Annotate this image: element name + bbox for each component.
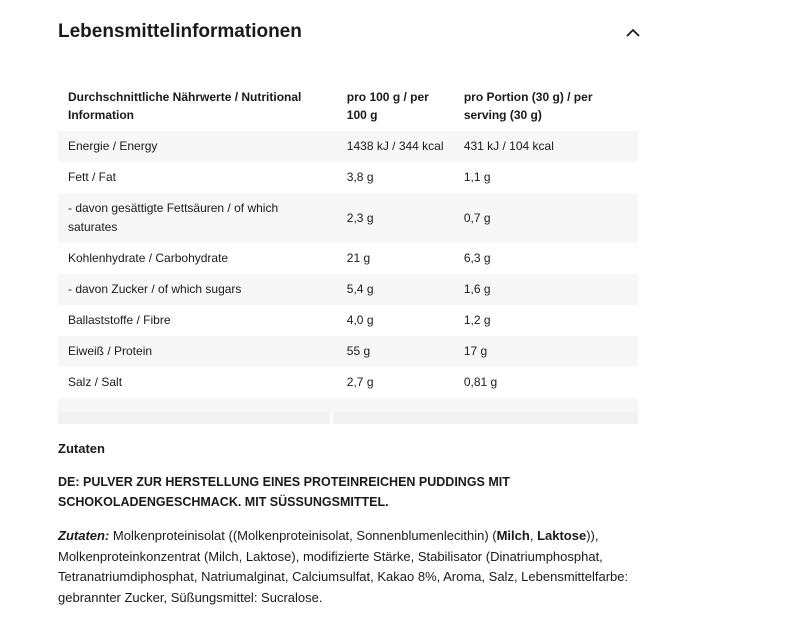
table-row <box>58 274 638 305</box>
value-per-100g: 21 g <box>346 251 371 265</box>
table-footer-band-bottom <box>58 412 638 424</box>
product-description: DE: PULVER ZUR HERSTELLUNG EINES PROTEINREICHEN PUDDINGS MIT SCHOKOLADENGESCHMACK. MIT SÜSSUNGSMITTEL. <box>58 475 510 509</box>
value-per-serving: 0,7 g <box>463 210 491 225</box>
nutrient-name: - davon gesättigte Fettsäuren / of which saturates <box>68 201 279 234</box>
table-row <box>58 305 638 336</box>
ingredients-text-part2: )), Molkenproteinkonzentrat (Milch, Laktose), modifizierte Stärke, Stabilisator (Dinatriumphosphat, Tetranatriumdiphosphat, Natriumalginat, Calciumsulfat, Kakao 8%, Aroma, Salz, Lebensmittelfarbe: gebrannter Zucker, Süßungsmittel: Sucralose. <box>58 528 629 605</box>
ingredients-label: Zutaten: <box>58 528 110 543</box>
value-per-serving: 1,2 g <box>463 313 491 327</box>
value-per-100g: 5,4 g <box>346 282 374 296</box>
nutrient-name: Eiweiß / Protein <box>68 344 153 358</box>
allergen-milk: Milch <box>496 528 530 543</box>
value-per-serving: 1,1 g <box>463 170 491 184</box>
value-per-serving: 6,3 g <box>463 251 491 265</box>
table-row <box>58 367 638 398</box>
value-per-100g: 4,0 g <box>346 313 374 327</box>
value-per-100g: 55 g <box>346 344 371 358</box>
table-row <box>58 162 638 193</box>
nutrition-table <box>58 81 638 398</box>
section-title: Lebensmittelinformationen <box>58 21 302 42</box>
ingredients-separator: , <box>529 528 538 543</box>
value-per-100g: 3,8 g <box>346 170 374 184</box>
ingredients-text-part1: Molkenproteinisolat ((Molkenproteinisolat, Sonnenblumenlecithin) ( <box>109 528 497 543</box>
ingredients-heading: Zutaten <box>58 441 105 456</box>
table-row <box>58 243 638 274</box>
column-header-per-100g: pro 100 g / per 100 g <box>346 90 429 122</box>
value-per-serving: 431 kJ / 104 kcal <box>463 139 554 153</box>
value-per-100g: 1438 kJ / 344 kcal <box>346 139 444 153</box>
chevron-up-icon[interactable] <box>626 25 640 39</box>
nutrient-name: - davon Zucker / of which sugars <box>68 282 242 296</box>
section-header[interactable] <box>58 18 640 46</box>
nutrient-name: Ballaststoffe / Fibre <box>68 313 171 327</box>
allergen-lactose: Laktose <box>537 528 587 543</box>
table-row <box>58 131 638 162</box>
table-row <box>58 336 638 367</box>
value-per-serving: 1,6 g <box>463 282 491 296</box>
nutrient-name: Kohlenhydrate / Carbohydrate <box>68 251 229 265</box>
value-per-100g: 2,3 g <box>346 210 374 225</box>
value-per-serving: 17 g <box>463 344 488 358</box>
table-header-row <box>58 81 638 131</box>
nutrient-name: Energie / Energy <box>68 139 158 153</box>
ingredients-list <box>58 526 658 608</box>
table-footer-band <box>58 398 638 412</box>
nutrient-name: Salz / Salt <box>68 375 123 389</box>
table-row <box>58 193 638 243</box>
column-header-nutrient: Durchschnittliche Nährwerte / Nutritional Information <box>68 90 302 122</box>
value-per-100g: 2,7 g <box>346 375 374 389</box>
nutrient-name: Fett / Fat <box>68 170 117 184</box>
value-per-serving: 0,81 g <box>463 375 498 389</box>
column-header-per-serving: pro Portion (30 g) / per serving (30 g) <box>463 90 593 122</box>
